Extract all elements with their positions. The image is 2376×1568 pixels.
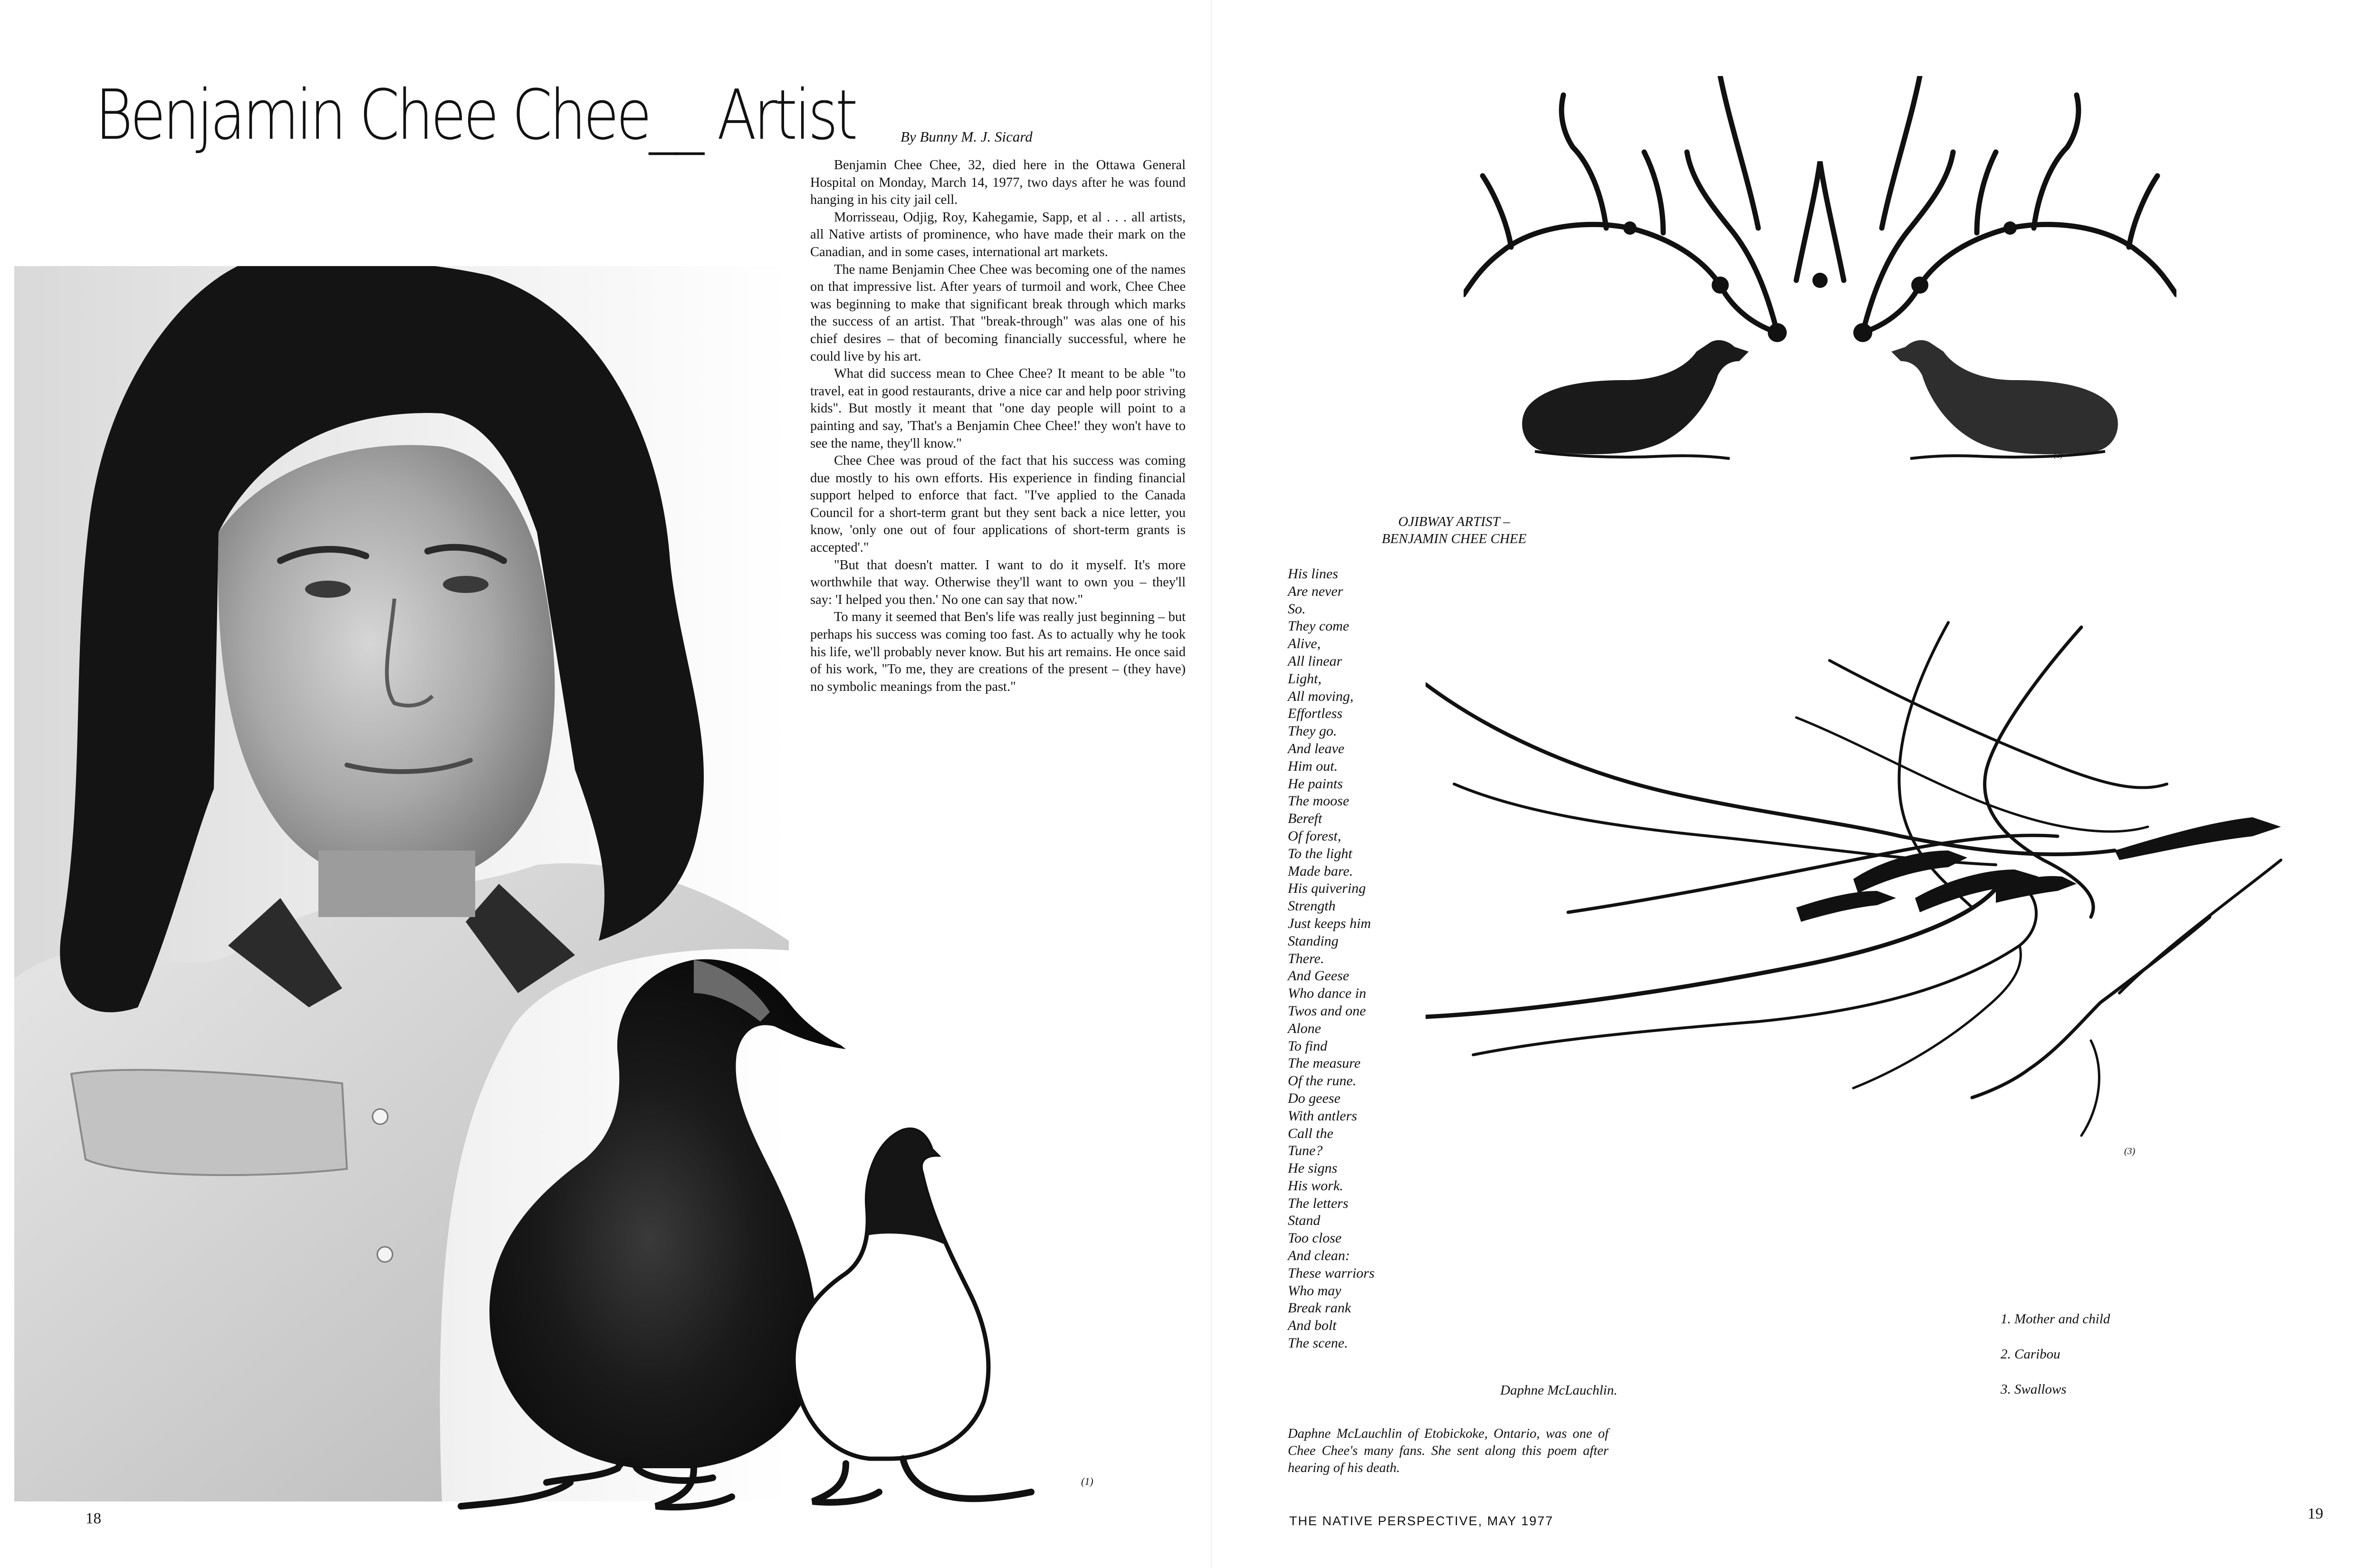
poem-line: To find [1288,1038,1328,1054]
article-paragraph: "But that doesn't matter. I want to do it myself. It's more worthwhile that way. Otherwise they'll want to own you – they'll say: 'I helped you then.' No one can say that now." [810,557,1186,607]
poem-line: His quivering [1288,880,1366,897]
page-number-right: 19 [2308,1505,2323,1522]
poem-line: Alone [1288,1020,1321,1036]
figure-ref-2: (2) [2054,451,2063,459]
poem-line: He paints [1288,775,1343,792]
poem-line: Call the [1288,1125,1333,1141]
mother-and-child-artwork [428,950,1093,1516]
poem-line: Him out. [1288,758,1338,774]
poem-title-line: OJIBWAY ARTIST – [1398,514,1510,529]
poem-line: All linear [1288,653,1342,669]
poem-line: The scene. [1288,1335,1348,1351]
figure-ref-1: (1) [1081,1475,1093,1487]
poem-line: To the light [1288,845,1352,861]
poem-line: And Geese [1288,968,1350,984]
poem-line: Too close [1288,1230,1342,1246]
caribou-artwork [1464,76,2176,470]
poem-line: Break rank [1288,1300,1351,1316]
figure-captions [2001,1311,2110,1417]
poem-line: Just keeps him [1288,915,1371,931]
article-paragraph: Chee Chee was proud of the fact that his success was coming due mostly to his own efforts. His experience in finding financial support helped to enforce that fact. "I've applied to the Canada Council for a short-term grant but they sent back a nice letter, you know, 'only one out of four applications of short-term grants is accepted'." [810,453,1186,555]
article-paragraph: Morrisseau, Odjig, Roy, Kahegamie, Sapp, et al . . . all artists, all Native artists of prominence, who have made their mark on the Canadian, and in some cases, international art markets. [810,210,1186,259]
poem-line: Tune? [1288,1143,1323,1159]
caption-item: 3. Swallows [2001,1382,2067,1397]
poem-line: The moose [1288,793,1350,809]
poem-line: His work. [1288,1177,1343,1194]
poem-line: There. [1288,950,1324,966]
poem-author: Daphne McLauchlin. [1500,1383,1618,1398]
poem-line: All moving, [1288,688,1354,704]
poem-line: Who dance in [1288,985,1366,1002]
poem-line: Standing [1288,933,1339,949]
swallows-artwork [1426,613,2305,1159]
poem-line: And bolt [1288,1318,1337,1334]
poem-line: They go. [1288,723,1337,739]
poem-line: Light, [1288,670,1322,687]
poem-line: Stand [1288,1213,1321,1229]
poem-line: With antlers [1288,1108,1357,1124]
figure-ref-3: (3) [2124,1146,2136,1157]
poem-title-line: BENJAMIN CHEE CHEE [1381,531,1527,546]
poem-line: Of the rune. [1288,1073,1357,1089]
poem-line: Effortless [1288,706,1343,722]
article-paragraph: To many it seemed that Ben's life was really just beginning – but perhaps his success was coming too fast. As to actually why he took his life, we'll probably never know. But his art remains. He once said of his work, "To me, they are creations of the present – (they have) no symbolic meanings from the past." [810,610,1186,694]
poem-body [1288,565,1375,1352]
poem-line: So. [1288,601,1306,617]
article-paragraph: Benjamin Chee Chee, 32, died here in the Ottawa General Hospital on Monday, March 14, 1977, two days after he was found hanging in his city jail cell. [810,158,1186,208]
poem-line: He signs [1288,1160,1338,1176]
poem-line: Who may [1288,1282,1341,1299]
poem-line: Strength [1288,898,1336,914]
caption-item: 2. Caribou [2001,1347,2060,1362]
magazine-footer: THE NATIVE PERSPECTIVE, MAY 1977 [1289,1514,1554,1528]
poem-note: Daphne McLauchlin of Etobickoke, Ontario, was one of Chee Chee's many fans. She sent along this poem after hearing of his death. [1288,1426,1609,1475]
poem-line: These warriors [1288,1265,1375,1281]
article-byline: By Bunny M. J. Sicard [901,128,1033,145]
article-body [810,157,1186,696]
poem-line: Alive, [1288,636,1321,652]
poem-line: Do geese [1288,1090,1341,1106]
poem-line: And leave [1288,740,1345,756]
poem-line: Are never [1288,583,1343,599]
page-number-left: 18 [86,1510,101,1527]
poem-line: His lines [1288,566,1338,582]
poem-line: They come [1288,618,1350,634]
poem-line: Of forest, [1288,828,1341,844]
article-paragraph: What did success mean to Chee Chee? It meant to be able "to travel, eat in good restaurants, drive a nice car and help poor striving kids". But mostly it meant that "one day people will point to a painting and say, 'That's a Benjamin Chee Chee!' they won't have to see the name, they'll know." [810,366,1186,451]
poem-line: The letters [1288,1195,1349,1211]
poem-title [1359,513,1549,547]
article-headline: Benjamin Chee Chee__ Artist [95,75,855,155]
caption-item: 1. Mother and child [2001,1311,2110,1327]
poem-line: Twos and one [1288,1003,1366,1019]
poem-line: Bereft [1288,811,1322,827]
poem-line: The measure [1288,1055,1361,1071]
poem-line: And clean: [1288,1248,1350,1264]
poem-line: Made bare. [1288,863,1353,879]
article-paragraph: The name Benjamin Chee Chee was becoming one of the names on that impressive list. After years of turmoil and work, Chee Chee was beginning to make that significant break through which marks the success of an artist. That "break-through" was alas one of his chief desires – that of becoming financially successful, where he could live by his art. [810,262,1186,364]
